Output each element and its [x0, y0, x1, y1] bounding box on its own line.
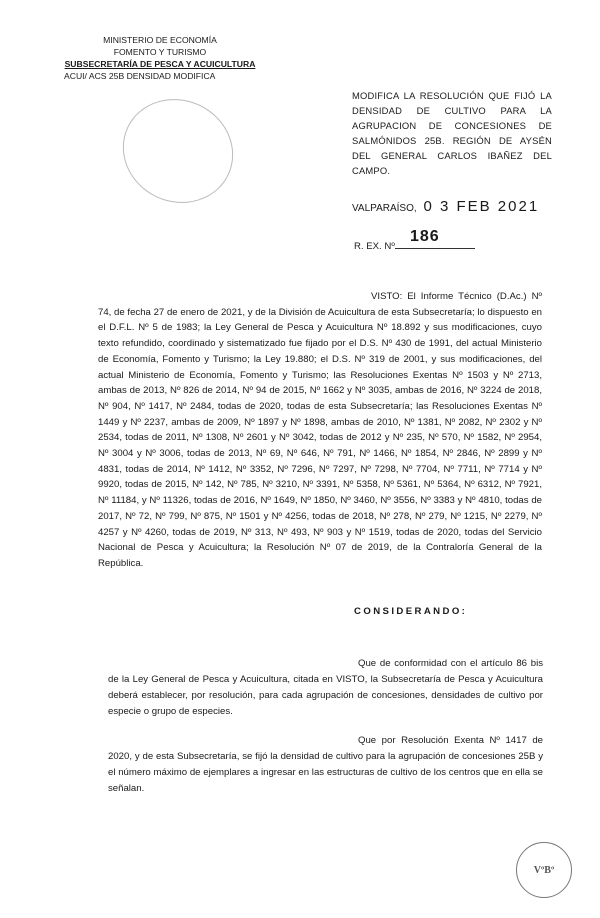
- document-reference: ACUI/ ACS 25B DENSIDAD MODIFICA: [64, 71, 216, 81]
- vobo-text: VºBº: [533, 864, 555, 876]
- vobo-seal-icon: [516, 842, 572, 898]
- ministry-name: MINISTERIO DE ECONOMÍA: [103, 35, 217, 45]
- rex-label: R. EX. Nº: [354, 241, 395, 252]
- date-stamp: 0 3 FEB 2021: [423, 198, 540, 215]
- considerando-heading: CONSIDERANDO:: [354, 606, 468, 617]
- resolution-number: [354, 228, 475, 252]
- place: VALPARAÍSO,: [352, 203, 417, 214]
- ministry-stamp-icon: [106, 81, 251, 221]
- considerando-paragraph-1: Que de conformidad con el artículo 86 bis de la Ley General de Pesca y Acuicultura, citada en VISTO, la Subsecretaría de Pesca y Acuicultura deberá establecer, por resolución, para cada agrupación de concesiones, densidades de cultivo por especie o grupo de especies.: [108, 658, 543, 717]
- rex-number: 186: [410, 228, 440, 245]
- subsecretaria-name: SUBSECRETARÍA DE PESCA Y ACUICULTURA: [64, 59, 256, 69]
- place-date: [352, 198, 539, 215]
- resolution-subject: MODIFICA LA RESOLUCIÓN QUE FIJÓ LA DENSIDAD DE CULTIVO PARA LA AGRUPACION DE CONCESIONES DE SALMÓNIDOS 25B. REGIÓN DE AYSÉN DEL GENERAL CARLOS IBAÑEZ DEL CAMPO.: [352, 90, 552, 176]
- ministry-subname: FOMENTO Y TURISMO: [113, 47, 207, 57]
- ministry-header: [60, 34, 260, 82]
- considerando-paragraph-2: Que por Resolución Exenta Nº 1417 de 2020, y de esta Subsecretaría, se fijó la densidad de cultivo para la agrupación de concesiones 25B y el número máximo de ejemplares a ingresar en las estructuras de cultivo de los centros que en ella se señalan.: [108, 735, 543, 794]
- visto-paragraph: VISTO: El Informe Técnico (D.Ac.) Nº 74, de fecha 27 de enero de 2021, y de la División de Acuicultura de esta Subsecretaría; lo dispuesto en el D.F.L. Nº 5 de 1983; la Ley General de Pesca y Acuicultura Nº 18.892 y sus modificaciones, cuyo texto refundido, coordinado y sistematizado fue fijado por el D.S. Nº 430 de 1991, del actual Ministerio de Economía, Fomento y Turismo; la Ley 19.880; el D.S. Nº 319 de 2001, y sus modificaciones, del actual Ministerio de Economía, Fomento y Turismo; las Resoluciones Exentas Nº 1503 y Nº 2713, ambas de 2013, Nº 826 de 2014, Nº 94 de 2015, Nº 1662 y Nº 3035, ambas de 2016, Nº 3224 de 2018, Nº 904, Nº 1417, Nº 2484, todas de 2020, todas de esta Subsecretaría; las Resoluciones Exentas Nº 1449 y Nº 2237, ambas de 2009, Nº 1897 y Nº 1898, ambas de 2010, Nº 1381, Nº 2082, Nº 2302 y Nº 2534, todas de 2011, Nº 1308, Nº 2601 y Nº 3042, todas de 2012 y Nº 235, Nº 570, Nº 1582, Nº 2954, Nº 3004 y Nº 3006, todas de 2013, Nº 69, Nº 646, Nº 791, Nº 1466, Nº 1854, Nº 2846, Nº 2899 y Nº 4831, todas de 2014, Nº 1412, Nº 3352, Nº 7296, Nº 7297, Nº 7298, Nº 7704, Nº 7711, Nº 7714 y Nº 9920, todas de 2015, Nº 142, Nº 785, Nº 3210, Nº 3391, Nº 5358, Nº 5361, Nº 5364, Nº 6312, Nº 7921, Nº 11184, y Nº 11326, todas de 2016, Nº 1649, Nº 1850, Nº 3460, Nº 3556, Nº 3383 y Nº 4810, todas de 2017, Nº 72, Nº 799, Nº 875, Nº 1501 y Nº 4256, todas de 2018, Nº 278, Nº 279, Nº 1215, Nº 2279, Nº 4257 y Nº 4260, todas de 2019, Nº 313, Nº 493, Nº 903 y Nº 1519, todas de 2020, todas del Servicio Nacional de Pesca y Acuicultura; la Resolución Nº 07 de 2019, de la Contraloría General de la República.: [98, 291, 542, 569]
